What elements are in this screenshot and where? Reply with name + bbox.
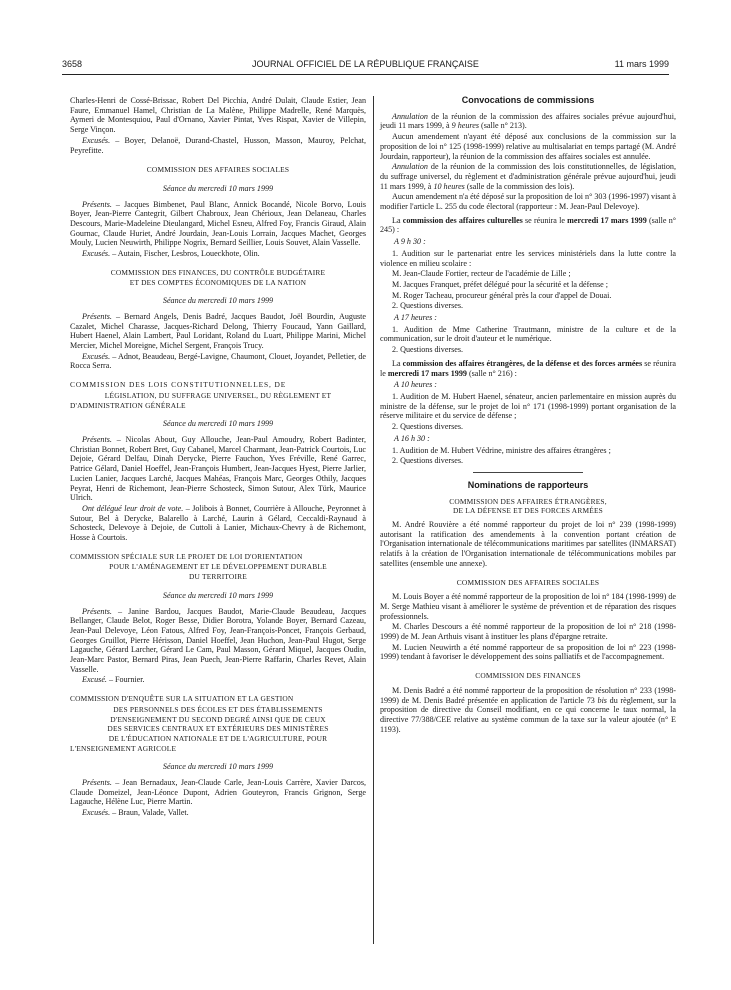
commission-title: COMMISSION SPÉCIALE SUR LE PROJET DE LOI D'ORIENTATION <box>70 551 303 561</box>
seance-line: Séance du mercredi 10 mars 1999 <box>162 590 274 600</box>
excuses-text: Excusés. – Autain, Fischer, Lesbros, Loueckhote, Olin. <box>82 249 260 259</box>
page-number: 3658 <box>62 59 83 69</box>
excuses-text: Excusés. – Braun, Valade, Vallet. <box>82 808 189 818</box>
page-header <box>62 59 669 73</box>
nomination-text: M. Lucien Neuwirth a été nommé rapporteur de sa proposition de loi n° 223 (1998-1999) tendant à favoriser le développement des soins palliatifs et de l'accompagnement. <box>380 642 676 662</box>
commission-title: DU TERRITOIRE <box>189 572 247 582</box>
commission-title: LÉGISLATION, DU SUFFRAGE UNIVERSEL, DU RÈGLEMENT ET <box>104 390 332 400</box>
nomination-text: M. Louis Boyer a été nommé rapporteur de la proposition de loi n° 184 (1998-1999) de M. Serge Mathieu visant à améliorer le système de prévention et de réparation des risques professionnels. <box>380 592 676 621</box>
column-divider <box>373 96 374 944</box>
presents-text: Présents. – Jacques Bimbenet, Paul Blanc, Annick Bocandé, Nicole Borvo, Louis Boyer, Jean-Pierre Cantegrit, Gilbert Chabroux, Jean Chérioux, Jean Delaneau, Charles Descours, Marie-Madeleine Dieulangard, Michel Esneu, Alfred Foy, Francis Giraud, Alain Gournac, Claude Huriet, André Jourdain, Jean-Louis Lorrain, Jacques Machet, Georges Mouly, Lucien Neuwirth, Philippe Nogrix, Bernard Seillier, Louis Souvet, Alain Vasselle. <box>70 199 366 248</box>
journal-title: JOURNAL OFFICIEL DE LA RÉPUBLIQUE FRANÇAISE <box>252 59 479 69</box>
convocation-culturelles: La commission des affaires culturelles se réunira le mercredi 17 mars 1999 (salle n° 245) : <box>380 215 677 235</box>
agenda-person: M. Jean-Claude Fortier, recteur de l'académie de Lille ; <box>392 269 571 279</box>
commission-title: DE LA DÉFENSE ET DES FORCES ARMÉES <box>453 506 603 516</box>
convocation-etrangeres: La commission des affaires étrangères, de la défense et des forces armées se réunira le mercredi 17 mars 1999 (salle n° 216) : <box>380 358 676 378</box>
agenda-time: A 10 heures : <box>394 380 437 390</box>
issue-date: 11 mars 1999 <box>614 59 669 69</box>
commission-title: DES PERSONNELS DES ÉCOLES ET DES ÉTABLISSEMENTS <box>113 704 323 714</box>
agenda-item: 1. Audition de Mme Catherine Trautmann, ministre de la culture et de la communication, sur le droit d'auteur et le numérique. <box>380 324 676 344</box>
annulation-paragraph: Annulation de la réunion de la commission des lois constitutionnelles, de législation, du suffrage universel, du règlement et d'administration générale prévue aujourd'hui, jeudi 11 mars 1999, à 10 heures (salle de la commission des lois). <box>380 162 676 191</box>
agenda-person: M. Jacques Franquet, préfet délégué pour la sécurité et la défense ; <box>392 279 608 289</box>
commission-title: COMMISSION DES AFFAIRES ÉTRANGÈRES, <box>449 496 607 506</box>
commission-title: POUR L'AMÉNAGEMENT ET LE DÉVELOPPEMENT DURABLE <box>109 562 327 572</box>
commission-title: DE L'ÉDUCATION NATIONALE ET DE L'AGRICULTURE, POUR <box>108 733 328 743</box>
amendment-paragraph: Aucun amendement n'a été déposé sur la proposition de loi n° 303 (1996-1997) visant à modifier l'article L. 255 du code électoral (rapporteur : M. Jean-Paul Delevoye). <box>380 192 676 212</box>
excuses-text: Excusés. – Adnot, Beaudeau, Bergé-Lavigne, Chaumont, Clouet, Joyandet, Pelletier, de Rocca Serra. <box>70 351 366 371</box>
agenda-person: M. Roger Tacheau, procureur général près la cour d'appel de Douai. <box>392 290 612 300</box>
presents-text: Présents. – Janine Bardou, Jacques Baudot, Marie-Claude Beaudeau, Jacques Bellanger, Claude Belot, Roger Besse, Didier Borotra, Yolande Boyer, Bernard Cazeau, Jean-Paul Delevoye, Léon Fatous, Alfred Foy, Jean-François-Poncet, François Gerbaud, Georges Gruillot, Pierre Hérisson, Daniel Hoeffel, Jean Huchon, Jean-Paul Hugot, Serge Lagauche, Gérard Larcher, Gérard Le Cam, Paul Masson, Gérard Miquel, Jacques Oudin, Jean-Marc Pastor, Bernard Piras, Jean Puech, Jean-Pierre Raffarin, Charles Revet, Alain Vasselle. <box>70 606 366 674</box>
agenda-time: A 16 h 30 : <box>394 433 430 443</box>
seance-line: Séance du mercredi 10 mars 1999 <box>162 762 274 772</box>
intro-names: Charles-Henri de Cossé-Brissac, Robert Del Picchia, André Dulait, Claude Estier, Jean Faure, Emmanuel Hamel, Christian de La Malène, Philippe Madrelle, René Marquès, Aymeri de Montesquiou, Paul d'Ornano, Xavier Pintat, Yves Rispat, Xavier de Villepin, Serge Vinçon. <box>70 96 366 135</box>
commission-title: D'ENSEIGNEMENT DU SECOND DEGRÉ AINSI QUE DE CEUX <box>110 714 326 724</box>
nomination-text: M. Charles Descours a été nommé rapporteur de la proposition de loi n° 218 (1998-1999) de M. Jean Arthuis visant à instituer les plans d'épargne retraite. <box>380 622 676 642</box>
commission-title: COMMISSION DES LOIS CONSTITUTIONNELLES, DE <box>70 380 287 390</box>
commission-title: L'ENSEIGNEMENT AGRICOLE <box>70 743 177 753</box>
header-rule <box>62 74 669 75</box>
excuse-text: Excusé. – Fournier. <box>82 675 145 685</box>
seance-line: Séance du mercredi 10 mars 1999 <box>162 419 274 429</box>
commission-title: DES SERVICES CENTRAUX ET EXTÉRIEURS DES MINISTÈRES <box>107 724 329 734</box>
commission-title: COMMISSION DES AFFAIRES SOCIALES <box>146 165 290 175</box>
delegation-text: Ont délégué leur droit de vote. – Jolibois à Bonnet, Courrière à Allouche, Peyronnet à Sutour, Bel à Derycke, Balarello à Larché, Laurin à Gélard, Ceccaldi-Raynaud à Schosteck, Delevoye à Dejoie, de Cuttoli à Lanier, Michaux-Chevry à de Richemont, Hosse à Courtois. <box>70 503 366 543</box>
nomination-text: M. André Rouvière a été nommé rapporteur du projet de loi n° 239 (1998-1999) autorisant la ratification des amendements à la convention portant création de l'Organisation internationale de télécommunications maritimes par satellites (INMARSAT) relatifs à la création de l'Organisation internationale de télécommunications mobiles par satellites (ensemble une annexe). <box>380 520 676 568</box>
seance-line: Séance du mercredi 10 mars 1999 <box>162 296 274 306</box>
commission-title: COMMISSION DES FINANCES, DU CONTRÔLE BUDGÉTAIRE <box>110 267 326 277</box>
commission-title: ET DES COMPTES ÉCONOMIQUES DE LA NATION <box>129 277 307 287</box>
nomination-text: M. Denis Badré a été nommé rapporteur de la proposition de résolution n° 233 (1998-1999) de M. Denis Badré présentée en application de l'article 73 bis du règlement, sur la proposition de directive du Conseil modifiant, en ce qui concerne le taux normal, la directive 77/388/CEE relative au système commun de la taxe sur la valeur ajoutée (n° E 1193). <box>380 685 676 734</box>
agenda-item: 2. Questions diverses. <box>392 456 464 466</box>
agenda-item: 1. Audition sur le partenariat entre les services ministériels dans la lutte contre la violence en milieu scolaire : <box>380 248 676 268</box>
agenda-item: 2. Questions diverses. <box>392 345 464 355</box>
annulation-paragraph: Annulation de la réunion de la commission des affaires sociales prévue aujourd'hui, jeudi 11 mars 1999, à 9 heures (salle n° 213). <box>380 111 676 131</box>
presents-text: Présents. – Bernard Angels, Denis Badré, Jacques Baudot, Joël Bourdin, Auguste Cazalet, Michel Charasse, Jacques-Richard Delong, Thierry Foucaud, Yann Gaillard, Hubert Haenel, Alain Lambert, Paul Loridant, Roland du Luart, Philippe Marini, Michel Mercier, Michel Moreigne, Michel Sergent, François Trucy. <box>70 311 366 351</box>
commission-title: COMMISSION DES FINANCES <box>475 671 581 681</box>
convocations-heading: Convocations de commissions <box>461 95 595 105</box>
amendment-paragraph: Aucun amendement n'ayant été déposé aux conclusions de la commission sur la proposition de loi n° 125 (1998-1999) relative au multisalariat en temps partagé (M. André Jourdain, rapporteur), la réunion de la commission des affaires sociales est annulée. <box>380 132 676 161</box>
right-column <box>380 96 676 735</box>
intro-excuses: Excusés. – Boyer, Delanoë, Durand-Chastel, Husson, Masson, Mauroy, Pelchat, Peyrefitte. <box>70 135 366 155</box>
agenda-item: 2. Questions diverses. <box>392 301 464 311</box>
agenda-time: A 17 heures : <box>394 313 437 323</box>
agenda-time: A 9 h 30 : <box>394 237 426 247</box>
nominations-heading: Nominations de rapporteurs <box>467 479 589 490</box>
commission-title: COMMISSION D'ENQUÊTE SUR LA SITUATION ET LA GESTION <box>70 694 294 704</box>
commission-title: D'ADMINISTRATION GÉNÉRALE <box>70 400 186 410</box>
agenda-item: 1. Audition de M. Hubert Haenel, sénateur, ancien parlementaire en mission auprès du ministre de la défense, sur le projet de loi n° 171 (1998-1999) portant organisation de la réserve militaire et du service de défense ; <box>380 391 676 421</box>
seance-line: Séance du mercredi 10 mars 1999 <box>162 183 274 193</box>
agenda-item: 2. Questions diverses. <box>392 422 464 432</box>
left-column <box>70 96 366 819</box>
agenda-item: 1. Audition de M. Hubert Védrine, ministre des affaires étrangères ; <box>392 445 611 455</box>
commission-title: COMMISSION DES AFFAIRES SOCIALES <box>456 577 600 587</box>
presents-text: Présents. – Nicolas About, Guy Allouche, Jean-Paul Amoudry, Robert Badinter, Christian Bonnet, Robert Bret, Guy Cabanel, Marcel Charmant, Jean-Patrick Courtois, Luc Dejoie, Gérard Delfau, Dinah Derycke, Pierre Fauchon, Yves Fréville, René Garrec, Patrice Gélard, Daniel Hoeffel, Jean-François Humbert, Jean-Jacques Hyest, Pierre Jarlier, Lucien Lanier, Jacques Larché, Jacques Mahéas, François Marc, Georges Othily, Jacques Peyrat, Henri de Richemont, Jean-Pierre Schosteck, Simon Sutour, Alex Türk, Maurice Ulrich. <box>70 434 366 503</box>
presents-text: Présents. – Jean Bernadaux, Jean-Claude Carle, Jean-Louis Carrère, Xavier Darcos, Claude Domeizel, Jean-Léonce Dupont, Adrien Gouteyron, Francis Grignon, Serge Lagauche, Hélène Luc, Pierre Martin. <box>70 778 366 807</box>
section-separator <box>473 472 583 473</box>
